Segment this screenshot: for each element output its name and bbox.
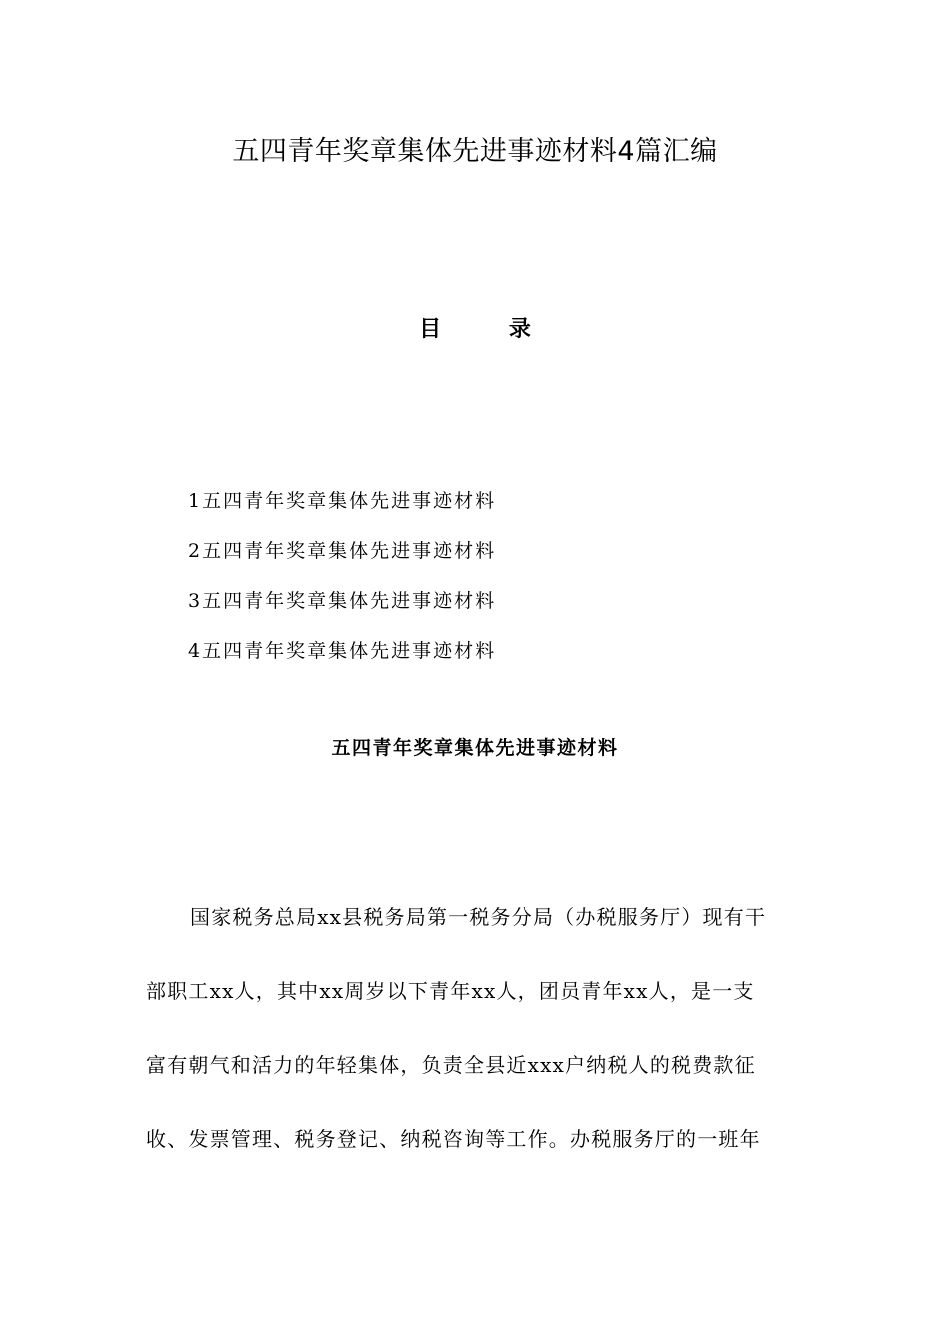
body-paragraph <box>146 880 808 1176</box>
table-of-contents <box>188 480 788 680</box>
body-line-4: 收、发票管理、税务登记、纳税咨询等工作。办税服务厅的一班年 <box>146 1127 761 1151</box>
toc-item-4[interactable]: 4五四青年奖章集体先进事迹材料 <box>188 640 497 662</box>
document-title: 五四青年奖章集体先进事迹材料4篇汇编 <box>232 136 718 167</box>
body-line-1: 国家税务总局xx县税务局第一税务分局（办税服务厅）现有干 <box>190 905 767 929</box>
body-line-3: 富有朝气和活力的年轻集体，负责全县近xxx户纳税人的税费款征 <box>146 1053 756 1077</box>
toc-heading: 目 录 <box>419 317 561 342</box>
toc-item-3[interactable]: 3五四青年奖章集体先进事迹材料 <box>188 590 497 612</box>
toc-item-1[interactable]: 1五四青年奖章集体先进事迹材料 <box>188 490 497 512</box>
body-line-2: 部职工xx人，其中xx周岁以下青年xx人，团员青年xx人，是一支 <box>146 979 755 1003</box>
toc-item-2[interactable]: 2五四青年奖章集体先进事迹材料 <box>188 540 497 562</box>
section-title: 五四青年奖章集体先进事迹材料 <box>331 737 619 759</box>
